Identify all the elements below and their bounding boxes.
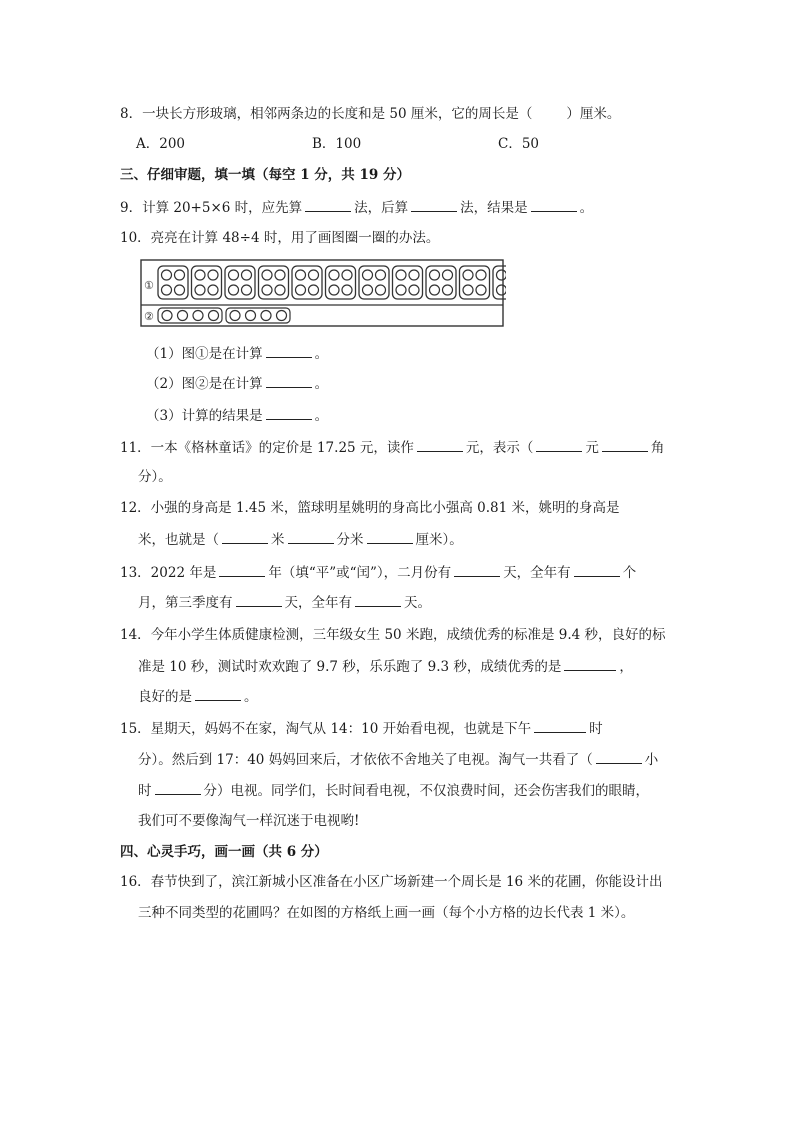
q8-option-a: A．200 bbox=[136, 136, 186, 152]
dot bbox=[376, 270, 386, 280]
q10-sub3-blank[interactable] bbox=[266, 405, 312, 420]
q15-text-e: 时 bbox=[138, 783, 152, 799]
dot bbox=[476, 270, 486, 280]
q8-option-c: C．50 bbox=[498, 136, 540, 152]
q9-text-d: 。 bbox=[579, 200, 594, 216]
dot-group-3 bbox=[225, 266, 255, 299]
dot bbox=[208, 285, 218, 295]
dot bbox=[193, 311, 203, 321]
dot bbox=[296, 285, 306, 295]
dot-group-5 bbox=[292, 266, 322, 299]
question-15 bbox=[120, 718, 603, 739]
question-9 bbox=[120, 197, 593, 218]
dot bbox=[329, 270, 339, 280]
q12-text-b: 米 bbox=[271, 532, 285, 548]
q9-text-b: 法，后算 bbox=[354, 200, 409, 216]
q14-text-c: 良好的是 bbox=[138, 689, 192, 705]
q12-blank-3[interactable] bbox=[367, 529, 413, 544]
dot bbox=[396, 270, 406, 280]
q13-blank-5[interactable] bbox=[355, 592, 401, 607]
q11-text-a: 11．一本《格林童话》的定价是 17.25 元，读作 bbox=[120, 440, 414, 456]
q15-blank-1[interactable] bbox=[534, 718, 586, 733]
q8-text-a: 8．一块长方形玻璃，相邻两条边的长度和是 50 厘米，它的周长是（ bbox=[120, 106, 533, 122]
q13-text-d: 个 bbox=[622, 565, 637, 581]
q11-blank-3[interactable] bbox=[602, 437, 648, 452]
q14-blank-1[interactable] bbox=[564, 656, 616, 671]
dot bbox=[409, 270, 419, 280]
q13-text-a: 13．2022 年是 bbox=[120, 565, 217, 581]
dot bbox=[229, 270, 239, 280]
q10-sub1-blank[interactable] bbox=[266, 343, 312, 358]
q10-sub-3 bbox=[146, 405, 328, 426]
dot bbox=[246, 311, 256, 321]
dot bbox=[463, 285, 473, 295]
question-15-line-3 bbox=[138, 780, 649, 801]
q13-text-c: 天，全年有 bbox=[503, 565, 571, 581]
q13-text-g: 天。 bbox=[404, 595, 431, 611]
q11-blank-1[interactable] bbox=[417, 437, 463, 452]
dot bbox=[162, 270, 172, 280]
q11-text-b: 元，表示（ bbox=[465, 440, 534, 456]
question-12-line-2 bbox=[138, 529, 463, 550]
q9-blank-1[interactable] bbox=[305, 197, 351, 212]
dot bbox=[443, 285, 453, 295]
dot bbox=[262, 285, 272, 295]
dot bbox=[175, 285, 185, 295]
q10-sub3-end: 。 bbox=[314, 408, 329, 424]
dot bbox=[261, 311, 271, 321]
dot bbox=[430, 285, 440, 295]
dot bbox=[363, 285, 373, 295]
dot bbox=[209, 311, 219, 321]
dot bbox=[497, 270, 507, 280]
dot bbox=[178, 311, 188, 321]
q13-blank-1[interactable] bbox=[219, 562, 265, 577]
dot bbox=[376, 285, 386, 295]
q9-text-c: 法，结果是 bbox=[460, 200, 528, 216]
q11-text-c: 元 bbox=[585, 440, 599, 456]
question-14-line-3 bbox=[138, 686, 258, 707]
q10-figure bbox=[140, 256, 506, 334]
dot bbox=[275, 270, 285, 280]
q10-sub-2 bbox=[146, 373, 328, 394]
dot bbox=[277, 311, 287, 321]
dot bbox=[363, 270, 373, 280]
dot-group-6 bbox=[326, 266, 356, 299]
dot-group-8 bbox=[393, 266, 423, 299]
q13-text-e: 月，第三季度有 bbox=[138, 595, 233, 611]
dot bbox=[162, 285, 172, 295]
dot bbox=[342, 285, 352, 295]
dot bbox=[242, 270, 252, 280]
dot bbox=[208, 270, 218, 280]
q14-text-b: ， bbox=[619, 659, 633, 675]
dot-group-10 bbox=[460, 266, 490, 299]
q11-blank-2[interactable] bbox=[536, 437, 582, 452]
question-14: 14．今年小学生体质健康检测，三年级女生 50 米跑，成绩优秀的标准是 9.4 秒，良好的标 bbox=[120, 627, 666, 643]
dot bbox=[229, 285, 239, 295]
q15-text-d: 小 bbox=[644, 752, 659, 768]
dot bbox=[296, 270, 306, 280]
q10-sub1-end: 。 bbox=[314, 346, 329, 362]
dot bbox=[195, 285, 205, 295]
q15-text-a: 15．星期天，妈妈不在家，淘气从 14：10 开始看电视，也就是下午 bbox=[120, 721, 532, 737]
dot-group-7 bbox=[359, 266, 389, 299]
dot bbox=[262, 270, 272, 280]
circle-dots-figure bbox=[140, 256, 506, 330]
dot bbox=[329, 285, 339, 295]
q13-blank-2[interactable] bbox=[454, 562, 500, 577]
section-4-title: 四、心灵手巧，画一画（共 6 分） bbox=[120, 844, 328, 860]
question-15-line-4: 我们可不要像淘气一样沉迷于电视哟! bbox=[138, 813, 360, 829]
question-11-line-2: 分）。 bbox=[138, 469, 172, 485]
q11-text-d: 角 bbox=[650, 440, 665, 456]
dot bbox=[175, 270, 185, 280]
q13-text-f: 天，全年有 bbox=[284, 595, 352, 611]
question-10: 10．亮亮在计算 48÷4 时，用了画图圈一圈的办法。 bbox=[120, 230, 440, 246]
dot bbox=[409, 285, 419, 295]
q9-text-a: 9．计算 20+5×6 时，应先算 bbox=[120, 200, 303, 216]
question-13-line-2 bbox=[138, 592, 431, 613]
dot-group-1 bbox=[158, 266, 188, 299]
dot bbox=[195, 270, 205, 280]
q10-sub2-end: 。 bbox=[314, 376, 329, 392]
q8-text-b: ）厘米。 bbox=[566, 106, 621, 122]
q12-blank-2[interactable] bbox=[288, 529, 334, 544]
q13-blank-4[interactable] bbox=[236, 592, 282, 607]
row-1-label: ① bbox=[144, 279, 154, 292]
dot bbox=[230, 311, 240, 321]
q15-text-f: 分）电视。同学们，长时间看电视，不仅浪费时间，还会伤害我们的眼睛， bbox=[203, 783, 649, 799]
dot-group-2 bbox=[192, 266, 222, 299]
q14-text-a: 准是 10 秒，测试时欢欢跑了 9.7 秒，乐乐跑了 9.3 秒，成绩优秀的是 bbox=[138, 659, 562, 675]
dot bbox=[309, 270, 319, 280]
row-2-label: ② bbox=[144, 310, 154, 323]
section-3-title: 三、仔细审题，填一填（每空 1 分，共 19 分） bbox=[120, 167, 410, 183]
q14-blank-2[interactable] bbox=[195, 686, 241, 701]
q10-sub-1 bbox=[146, 343, 328, 364]
dot bbox=[476, 285, 486, 295]
dot bbox=[162, 311, 172, 321]
question-8 bbox=[120, 104, 620, 124]
q9-blank-2[interactable] bbox=[411, 197, 457, 212]
q14-text-d: 。 bbox=[244, 689, 258, 705]
dot bbox=[242, 285, 252, 295]
dot bbox=[342, 270, 352, 280]
dot bbox=[463, 270, 473, 280]
dot-group-4 bbox=[259, 266, 289, 299]
question-14-line-2 bbox=[138, 656, 633, 677]
q10-sub2-text: （2）图②是在计算 bbox=[146, 376, 263, 392]
q12-blank-1[interactable] bbox=[222, 529, 268, 544]
q8-option-b: B．100 bbox=[312, 136, 362, 152]
dot bbox=[275, 285, 285, 295]
q10-sub1-text: （1）图①是在计算 bbox=[146, 346, 263, 362]
q12-text-d: 厘米）。 bbox=[415, 532, 463, 548]
question-12: 12．小强的身高是 1.45 米，篮球明星姚明的身高比小强高 0.81 米，姚明的身高是 bbox=[120, 500, 620, 516]
question-16-line-2: 三种不同类型的花圃吗？在如图的方格纸上画一画（每个小方格的边长代表 1 米）。 bbox=[138, 905, 635, 921]
question-13 bbox=[120, 562, 636, 583]
question-16: 16．春节快到了，滨江新城小区准备在小区广场新建一个周长是 16 米的花圃，你能设计出 bbox=[120, 874, 663, 890]
q13-blank-3[interactable] bbox=[574, 562, 620, 577]
question-11 bbox=[120, 437, 664, 458]
q15-text-c: 分）。然后到 17：40 妈妈回来后，才依依不舍地关了电视。淘气一共看了（ bbox=[138, 752, 593, 768]
dot bbox=[309, 285, 319, 295]
q15-text-b: 时 bbox=[589, 721, 603, 737]
q15-blank-2[interactable] bbox=[596, 749, 642, 764]
q12-text-a: 米，也就是（ bbox=[138, 532, 219, 548]
q15-blank-3[interactable] bbox=[155, 780, 201, 795]
dot bbox=[497, 285, 507, 295]
dot bbox=[396, 285, 406, 295]
dot-group-9 bbox=[426, 266, 456, 299]
q10-sub2-blank[interactable] bbox=[266, 373, 312, 388]
dot bbox=[430, 270, 440, 280]
q13-text-b: 年（填“平”或“闰”），二月份有 bbox=[268, 565, 452, 581]
dot bbox=[443, 270, 453, 280]
q9-blank-3[interactable] bbox=[531, 197, 577, 212]
q10-sub3-text: （3）计算的结果是 bbox=[146, 408, 263, 424]
q12-text-c: 分米 bbox=[336, 532, 364, 548]
question-15-line-2 bbox=[138, 749, 658, 770]
